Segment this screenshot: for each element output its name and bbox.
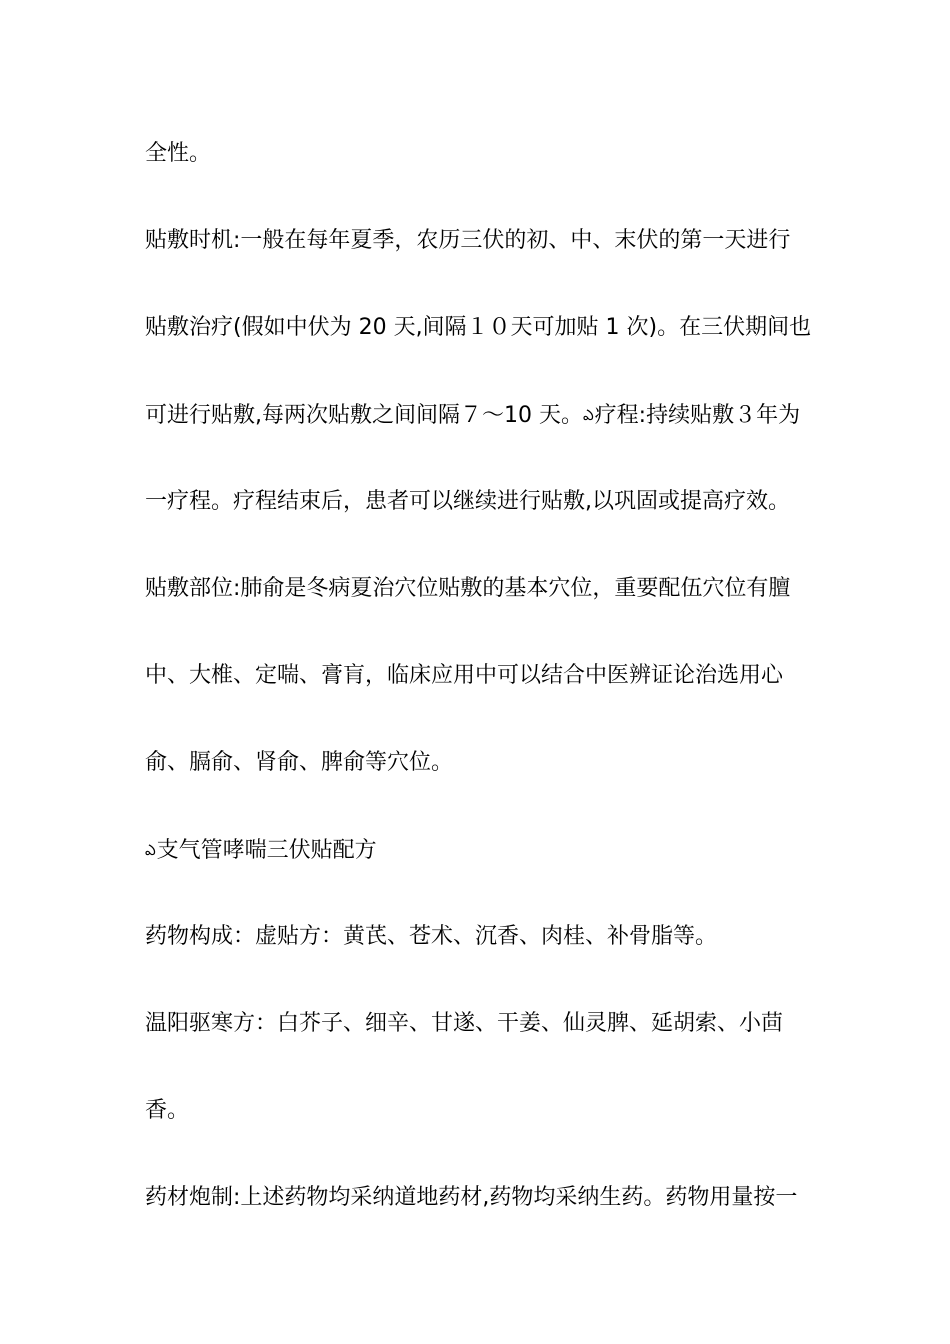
text-line bbox=[145, 313, 825, 343]
heading-text: 支气管哮喘三伏贴配方 bbox=[156, 838, 377, 863]
text-line bbox=[145, 574, 825, 604]
line-text: 香。 bbox=[145, 1098, 190, 1123]
line-text: 药材炮制:上述药物均采纳道地药材,药物均采纳生药。药物用量按一 bbox=[145, 1185, 798, 1210]
line-text: 贴敷部位:肺俞是冬病夏治穴位贴敷的基本穴位，重要配伍穴位有膻 bbox=[145, 576, 791, 601]
line-text: 俞、膈俞、肾俞、脾俞等穴位。 bbox=[145, 750, 454, 775]
line-text: 疗程:持续贴敷３年为 bbox=[594, 403, 801, 428]
bullet-icon: ఎ bbox=[582, 406, 594, 424]
line-text: 全性。 bbox=[145, 141, 212, 166]
line-text: 药物构成：虚贴方：黄芪、苍术、沉香、肉桂、补骨脂等。 bbox=[145, 924, 718, 949]
line-text: 贴敷治疗(假如中伏为 20 天,间隔１０天可加贴 1 次)。在三伏期间也 bbox=[145, 315, 812, 340]
bullet-icon: ఎ bbox=[145, 841, 156, 859]
text-line bbox=[145, 226, 825, 256]
line-text: 贴敷时机:一般在每年夏季，农历三伏的初、中、末伏的第一天进行 bbox=[145, 228, 791, 253]
text-line bbox=[145, 487, 825, 517]
line-text: 中、大椎、定喘、膏肓，临床应用中可以结合中医辨证论治选用心 bbox=[145, 663, 784, 688]
section-heading bbox=[145, 835, 825, 866]
line-text: 一疗程。疗程结束后，患者可以继续进行贴敷,以巩固或提高疗效。 bbox=[145, 489, 790, 514]
text-line bbox=[145, 922, 825, 952]
line-text: 温阳驱寒方：白芥子、细辛、甘遂、干姜、仙灵脾、延胡索、小茴 bbox=[145, 1011, 784, 1036]
text-line bbox=[145, 139, 825, 169]
line-text: 可进行贴敷,每两次贴敷之间间隔７～10 天。 bbox=[145, 403, 583, 428]
text-line bbox=[145, 400, 825, 431]
text-line bbox=[145, 1009, 825, 1039]
text-line bbox=[145, 661, 825, 691]
text-line bbox=[145, 1096, 825, 1126]
text-line bbox=[145, 1183, 825, 1213]
text-line bbox=[145, 748, 825, 778]
